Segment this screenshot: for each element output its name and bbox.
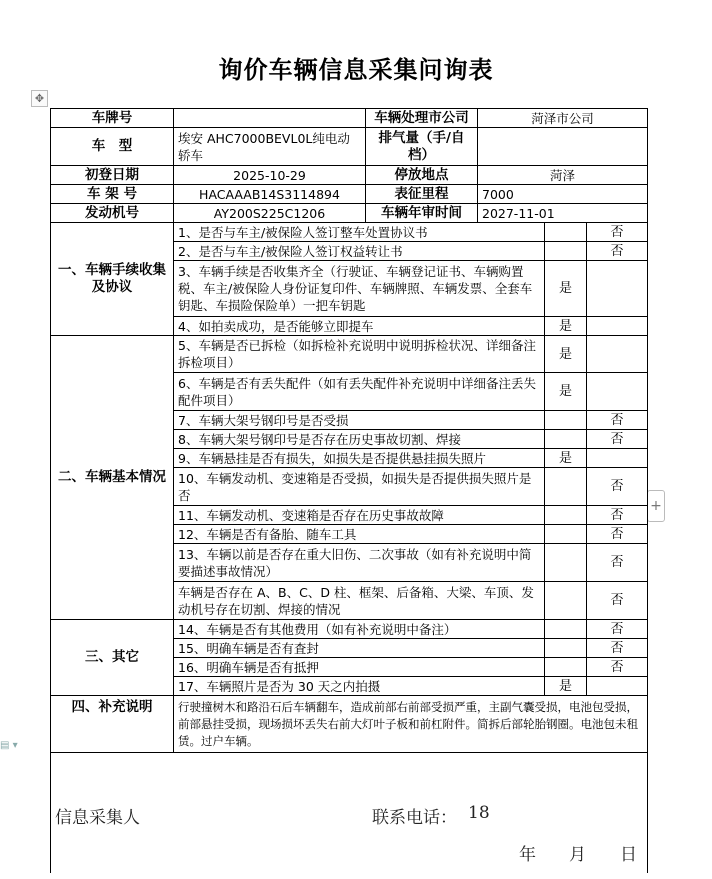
collector-label: 信息采集人: [55, 808, 140, 828]
question-pillar: 车辆是否存在 A、B、C、D 柱、框架、后备箱、大梁、车顶、发动机号存在切割、焊接的情况: [174, 582, 545, 620]
question-3: 3、车辆手续是否收集齐全（行驶证、车辆登记证书、车辆购置税、车主/被保险人身份证复印件、车辆牌照、车辆发票、全套车钥匙、车损险保险单）一把车钥匙: [174, 261, 545, 317]
plate-value[interactable]: [174, 109, 366, 128]
page-title: 询价车辆信息采集问询表: [218, 56, 494, 84]
add-column-plus-icon[interactable]: +: [647, 490, 665, 522]
question-15-yes[interactable]: [545, 639, 587, 658]
question-16-yes[interactable]: [545, 658, 587, 677]
signature-area: [51, 753, 648, 873]
reg-date-value[interactable]: 2025-10-29: [174, 166, 366, 185]
question-9-yes[interactable]: 是: [545, 449, 587, 468]
question-6-yes[interactable]: 是: [545, 373, 587, 411]
engine-value[interactable]: AY200S225C1206: [174, 204, 366, 223]
date-day: 日: [620, 845, 637, 865]
company-label: 车辆处理市公司: [366, 109, 478, 128]
question-17-yes[interactable]: 是: [545, 677, 587, 696]
question-14-yes[interactable]: [545, 620, 587, 639]
phone-label: 联系电话：: [372, 808, 457, 828]
date-month: 月: [569, 845, 586, 865]
paragraph-marker-icon[interactable]: ▤ ▾: [0, 740, 18, 751]
question-17: 17、车辆照片是否为 30 天之内拍摄: [174, 677, 545, 696]
question-7-no[interactable]: 否: [587, 411, 648, 430]
plate-label: 车牌号: [51, 109, 174, 128]
reg-date-label: 初登日期: [51, 166, 174, 185]
question-4-no[interactable]: [587, 317, 648, 336]
question-8: 8、车辆大架号钢印号是否存在历史事故切割、焊接: [174, 430, 545, 449]
question-12-yes[interactable]: [545, 525, 587, 544]
supplement-note[interactable]: 行驶撞树木和路沿石后车辆翻车，造成前部右前部受损严重，主副气囊受损，电池包受损，前部悬挂受损，现场损坏丢失右前大灯叶子板和前杠附件。简拆后部轮胎钢圈。电池包未租赁。过户车辆。: [174, 696, 648, 753]
inspect-value[interactable]: 2027-11-01: [478, 204, 648, 223]
question-14: 14、车辆是否有其他费用（如有补充说明中备注）: [174, 620, 545, 639]
question-16-no[interactable]: 否: [587, 658, 648, 677]
section-1-label: 一、车辆手续收集及协议: [51, 223, 174, 336]
displacement-value[interactable]: [478, 128, 648, 166]
question-5-no[interactable]: [587, 336, 648, 373]
question-11-yes[interactable]: [545, 506, 587, 525]
question-7: 7、车辆大架号钢印号是否受损: [174, 411, 545, 430]
company-value[interactable]: 菏泽市公司: [478, 109, 648, 128]
question-13-no[interactable]: 否: [587, 544, 648, 582]
question-9: 9、车辆悬挂是否有损失，如损失是否提供悬挂损失照片: [174, 449, 545, 468]
question-1: 1、是否与车主/被保险人签订整车处置协议书: [174, 223, 545, 242]
vin-value[interactable]: HACAAAB14S3114894: [174, 185, 366, 204]
question-7-yes[interactable]: [545, 411, 587, 430]
question-5-yes[interactable]: 是: [545, 336, 587, 373]
question-8-no[interactable]: 否: [587, 430, 648, 449]
question-1-yes[interactable]: [545, 223, 587, 242]
odo-value[interactable]: 7000: [478, 185, 648, 204]
question-2-yes[interactable]: [545, 242, 587, 261]
question-9-no[interactable]: [587, 449, 648, 468]
question-10-yes[interactable]: [545, 468, 587, 506]
question-pillar-yes[interactable]: [545, 582, 587, 620]
model-label: 车 型: [51, 128, 174, 166]
date-year: 年: [519, 845, 536, 865]
section-3-label: 三、其它: [51, 620, 174, 696]
question-1-no[interactable]: 否: [587, 223, 648, 242]
park-label: 停放地点: [366, 166, 478, 185]
question-14-no[interactable]: 否: [587, 620, 648, 639]
question-5: 5、车辆是否已拆检（如拆检补充说明中说明拆检状况、详细备注拆检项目）: [174, 336, 545, 373]
question-pillar-no[interactable]: 否: [587, 582, 648, 620]
question-2: 2、是否与车主/被保险人签订权益转让书: [174, 242, 545, 261]
question-4: 4、如拍卖成功，是否能够立即提车: [174, 317, 545, 336]
model-value[interactable]: 埃安 AHC7000BEVL0L纯电动轿车: [174, 128, 366, 166]
question-15: 15、明确车辆是否有査封: [174, 639, 545, 658]
engine-label: 发动机号: [51, 204, 174, 223]
table-move-handle-icon[interactable]: ✥: [31, 90, 48, 107]
question-6-no[interactable]: [587, 373, 648, 411]
question-11-no[interactable]: 否: [587, 506, 648, 525]
inspect-label: 车辆年审时间: [366, 204, 478, 223]
question-15-no[interactable]: 否: [587, 639, 648, 658]
question-17-no[interactable]: [587, 677, 648, 696]
section-2-label: 二、车辆基本情况: [51, 336, 174, 620]
question-12-no[interactable]: 否: [587, 525, 648, 544]
question-12: 12、车辆是否有备胎、随车工具: [174, 525, 545, 544]
question-13: 13、车辆以前是否存在重大旧伤、二次事故（如有补充说明中简要描述事故情况）: [174, 544, 545, 582]
vin-label: 车 架 号: [51, 185, 174, 204]
inquiry-form-table: [50, 108, 648, 873]
question-13-yes[interactable]: [545, 544, 587, 582]
park-value[interactable]: 菏泽: [478, 166, 648, 185]
question-16: 16、明确车辆是否有抵押: [174, 658, 545, 677]
question-10-no[interactable]: 否: [587, 468, 648, 506]
question-10: 10、车辆发动机、变速箱是否受损，如损失是否提供损失照片是否: [174, 468, 545, 506]
question-6: 6、车辆是否有丢失配件（如有丢失配件补充说明中详细备注丢失配件项目）: [174, 373, 545, 411]
question-4-yes[interactable]: 是: [545, 317, 587, 336]
question-11: 11、车辆发动机、变速箱是否存在历史事故故障: [174, 506, 545, 525]
odo-label: 表征里程: [366, 185, 478, 204]
question-2-no[interactable]: 否: [587, 242, 648, 261]
section-4-label: 四、补充说明: [51, 696, 174, 753]
question-3-no[interactable]: [587, 261, 648, 317]
question-3-yes[interactable]: 是: [545, 261, 587, 317]
phone-value[interactable]: 18: [468, 803, 490, 823]
displacement-label: 排气量（手/自档）: [366, 128, 478, 166]
question-8-yes[interactable]: [545, 430, 587, 449]
